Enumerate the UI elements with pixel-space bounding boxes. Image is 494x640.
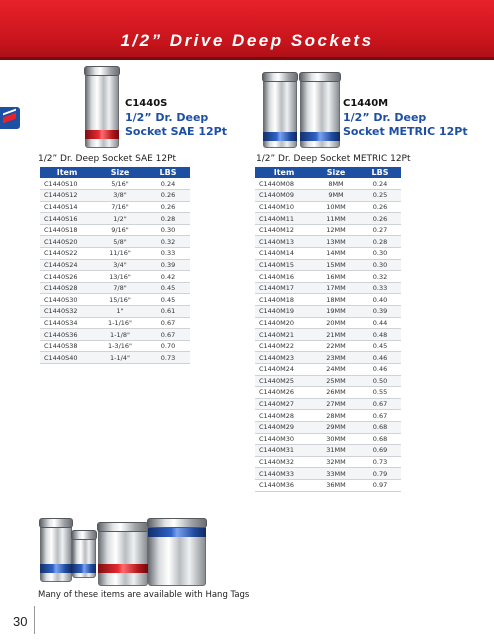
table-row (40, 190, 190, 202)
column-header-lbs: LBS (359, 167, 401, 178)
table-row (255, 282, 401, 294)
cell-size: 14MM (313, 248, 359, 260)
sae-table-title: 1/2” Dr. Deep Socket SAE 12Pt (38, 154, 177, 164)
cell-lbs: 0.67 (146, 317, 190, 329)
cell-size: 22MM (313, 340, 359, 352)
product-sae (125, 98, 227, 139)
product-code: C1440S (125, 98, 168, 109)
cell-lbs: 0.24 (146, 178, 190, 190)
cell-size: 26MM (313, 387, 359, 399)
socket-cluster-image-3 (98, 524, 148, 586)
brand-logo-icon (0, 107, 20, 129)
cell-item: C1440S40 (40, 352, 94, 364)
cell-lbs: 0.46 (359, 364, 401, 376)
cell-item: C1440M16 (255, 271, 313, 283)
cell-lbs: 0.44 (359, 317, 401, 329)
socket-sae-image (85, 68, 119, 148)
table-row (255, 213, 401, 225)
cell-item: C1440M23 (255, 352, 313, 364)
table-row (40, 352, 190, 364)
cell-item: C1440M19 (255, 306, 313, 318)
cell-size: 30MM (313, 433, 359, 445)
cell-item: C1440S20 (40, 236, 94, 248)
cell-size: 13/16" (94, 271, 146, 283)
cell-lbs: 0.25 (359, 190, 401, 202)
cell-item: C1440M31 (255, 445, 313, 457)
cell-item: C1440S22 (40, 248, 94, 260)
cell-lbs: 0.73 (146, 352, 190, 364)
cell-lbs: 0.24 (359, 178, 401, 190)
column-header-item: Item (255, 167, 313, 178)
table-row (40, 259, 190, 271)
cell-lbs: 0.68 (359, 433, 401, 445)
cell-size: 9/16" (94, 224, 146, 236)
table-row (255, 224, 401, 236)
table-row (40, 248, 190, 260)
table-row (255, 398, 401, 410)
cell-lbs: 0.61 (146, 306, 190, 318)
product-code: C1440M (343, 98, 389, 109)
socket-metric-large-image (300, 74, 340, 148)
table-row (255, 259, 401, 271)
cell-size: 17MM (313, 282, 359, 294)
cell-size: 15/16" (94, 294, 146, 306)
table-row (255, 201, 401, 213)
table-row (40, 213, 190, 225)
hang-tags-note: Many of these items are available with Hang Tags (38, 590, 250, 600)
cell-size: 19MM (313, 306, 359, 318)
cell-size: 1-3/16" (94, 340, 146, 352)
cell-item: C1440M32 (255, 456, 313, 468)
cell-size: 13MM (313, 236, 359, 248)
cell-lbs: 0.69 (359, 445, 401, 457)
cell-item: C1440M33 (255, 468, 313, 480)
table-row (255, 248, 401, 260)
sae-spec-table (40, 167, 190, 364)
cell-size: 11MM (313, 213, 359, 225)
table-row (255, 340, 401, 352)
metric-spec-table (255, 167, 401, 492)
column-header-size: Size (313, 167, 359, 178)
cell-item: C1440M27 (255, 398, 313, 410)
product-name-line2: Socket METRIC 12Pt (343, 125, 468, 138)
cell-lbs: 0.46 (359, 352, 401, 364)
cell-size: 1" (94, 306, 146, 318)
socket-cluster-image-1 (40, 520, 72, 582)
table-row (40, 271, 190, 283)
cell-lbs: 0.45 (146, 282, 190, 294)
cell-size: 1-1/8" (94, 329, 146, 341)
cell-size: 1-1/16" (94, 317, 146, 329)
table-row (255, 433, 401, 445)
table-row (255, 236, 401, 248)
cell-lbs: 0.45 (146, 294, 190, 306)
cell-lbs: 0.67 (359, 398, 401, 410)
cell-lbs: 0.67 (359, 410, 401, 422)
cell-item: C1440S36 (40, 329, 94, 341)
cell-item: C1440M10 (255, 201, 313, 213)
cell-size: 3/4" (94, 259, 146, 271)
product-name-line1: 1/2” Dr. Deep (125, 111, 209, 124)
cell-item: C1440M21 (255, 329, 313, 341)
cell-lbs: 0.55 (359, 387, 401, 399)
table-row (255, 445, 401, 457)
table-row (40, 329, 190, 341)
cell-lbs: 0.26 (146, 201, 190, 213)
cell-lbs: 0.39 (359, 306, 401, 318)
socket-cluster-image-4 (148, 520, 206, 586)
cell-lbs: 0.26 (359, 201, 401, 213)
cell-item: C1440M09 (255, 190, 313, 202)
table-row (40, 282, 190, 294)
cell-item: C1440S18 (40, 224, 94, 236)
table-row (255, 352, 401, 364)
cell-size: 12MM (313, 224, 359, 236)
cell-item: C1440M13 (255, 236, 313, 248)
cell-item: C1440S28 (40, 282, 94, 294)
cell-lbs: 0.73 (359, 456, 401, 468)
cell-size: 24MM (313, 364, 359, 376)
table-row (255, 329, 401, 341)
cell-item: C1440S26 (40, 271, 94, 283)
cell-size: 11/16" (94, 248, 146, 260)
product-metric (343, 98, 468, 139)
cell-lbs: 0.27 (359, 224, 401, 236)
cell-lbs: 0.30 (359, 248, 401, 260)
cell-size: 31MM (313, 445, 359, 457)
table-row (255, 410, 401, 422)
table-row (255, 375, 401, 387)
page-title: 1/2” Drive Deep Sockets (120, 31, 374, 50)
cell-lbs: 0.30 (146, 224, 190, 236)
table-row (255, 387, 401, 399)
table-row (255, 468, 401, 480)
cell-item: C1440S30 (40, 294, 94, 306)
table-row (40, 178, 190, 190)
cell-item: C1440S16 (40, 213, 94, 225)
header-band (0, 0, 494, 60)
page-divider (34, 606, 35, 634)
table-row (255, 317, 401, 329)
cell-item: C1440M26 (255, 387, 313, 399)
cell-size: 3/8" (94, 190, 146, 202)
cell-size: 7/16" (94, 201, 146, 213)
table-row (40, 224, 190, 236)
cell-lbs: 0.39 (146, 259, 190, 271)
table-row (255, 364, 401, 376)
socket-cluster-image-2 (72, 532, 96, 578)
cell-lbs: 0.48 (359, 329, 401, 341)
table-row (255, 456, 401, 468)
cell-size: 25MM (313, 375, 359, 387)
cell-item: C1440S38 (40, 340, 94, 352)
cell-item: C1440S12 (40, 190, 94, 202)
cell-item: C1440M15 (255, 259, 313, 271)
cell-item: C1440M11 (255, 213, 313, 225)
table-header-row (40, 167, 190, 178)
socket-metric-image (263, 74, 297, 148)
cell-item: C1440S32 (40, 306, 94, 318)
cell-size: 29MM (313, 421, 359, 433)
table-row (255, 421, 401, 433)
cell-item: C1440M29 (255, 421, 313, 433)
table-row (40, 294, 190, 306)
cell-size: 7/8" (94, 282, 146, 294)
cell-item: C1440M17 (255, 282, 313, 294)
cell-lbs: 0.30 (359, 259, 401, 271)
cell-item: C1440S14 (40, 201, 94, 213)
cell-item: C1440M25 (255, 375, 313, 387)
product-name-line2: Socket SAE 12Pt (125, 125, 227, 138)
cell-size: 28MM (313, 410, 359, 422)
table-row (255, 306, 401, 318)
table-row (40, 340, 190, 352)
cell-size: 10MM (313, 201, 359, 213)
cell-item: C1440M24 (255, 364, 313, 376)
cell-lbs: 0.40 (359, 294, 401, 306)
cell-size: 5/8" (94, 236, 146, 248)
cell-size: 1/2" (94, 213, 146, 225)
cell-item: C1440M18 (255, 294, 313, 306)
table-row (40, 236, 190, 248)
cell-lbs: 0.28 (146, 213, 190, 225)
column-header-lbs: LBS (146, 167, 190, 178)
table-row (255, 271, 401, 283)
cell-item: C1440M28 (255, 410, 313, 422)
table-row (40, 201, 190, 213)
cell-lbs: 0.50 (359, 375, 401, 387)
table-header-row (255, 167, 401, 178)
cell-size: 8MM (313, 178, 359, 190)
metric-table-title: 1/2” Dr. Deep Socket METRIC 12Pt (256, 154, 411, 164)
cell-item: C1440M30 (255, 433, 313, 445)
cell-lbs: 0.45 (359, 340, 401, 352)
column-header-item: Item (40, 167, 94, 178)
cell-item: C1440M20 (255, 317, 313, 329)
cell-size: 15MM (313, 259, 359, 271)
cell-item: C1440S24 (40, 259, 94, 271)
cell-size: 36MM (313, 479, 359, 491)
cell-item: C1440M08 (255, 178, 313, 190)
cell-item: C1440M14 (255, 248, 313, 260)
cell-lbs: 0.33 (359, 282, 401, 294)
column-header-size: Size (94, 167, 146, 178)
cell-size: 5/16" (94, 178, 146, 190)
cell-lbs: 0.33 (146, 248, 190, 260)
cell-item: C1440S10 (40, 178, 94, 190)
table-row (255, 294, 401, 306)
cell-lbs: 0.67 (146, 329, 190, 341)
cell-size: 20MM (313, 317, 359, 329)
cell-lbs: 0.32 (146, 236, 190, 248)
cell-item: C1440M36 (255, 479, 313, 491)
cell-item: C1440M22 (255, 340, 313, 352)
table-row (40, 317, 190, 329)
cell-lbs: 0.79 (359, 468, 401, 480)
cell-lbs: 0.32 (359, 271, 401, 283)
cell-size: 9MM (313, 190, 359, 202)
cell-item: C1440M12 (255, 224, 313, 236)
table-row (40, 306, 190, 318)
cell-size: 23MM (313, 352, 359, 364)
cell-lbs: 0.26 (359, 213, 401, 225)
cell-size: 21MM (313, 329, 359, 341)
cell-lbs: 0.97 (359, 479, 401, 491)
cell-lbs: 0.28 (359, 236, 401, 248)
product-name-line1: 1/2” Dr. Deep (343, 111, 427, 124)
cell-size: 27MM (313, 398, 359, 410)
page-number: 30 (13, 614, 28, 629)
cell-item: C1440S34 (40, 317, 94, 329)
cell-lbs: 0.26 (146, 190, 190, 202)
cell-size: 1-1/4" (94, 352, 146, 364)
cell-lbs: 0.42 (146, 271, 190, 283)
cell-lbs: 0.70 (146, 340, 190, 352)
cell-size: 18MM (313, 294, 359, 306)
cell-size: 16MM (313, 271, 359, 283)
cell-lbs: 0.68 (359, 421, 401, 433)
table-row (255, 190, 401, 202)
table-row (255, 479, 401, 491)
cell-size: 33MM (313, 468, 359, 480)
cell-size: 32MM (313, 456, 359, 468)
table-row (255, 178, 401, 190)
